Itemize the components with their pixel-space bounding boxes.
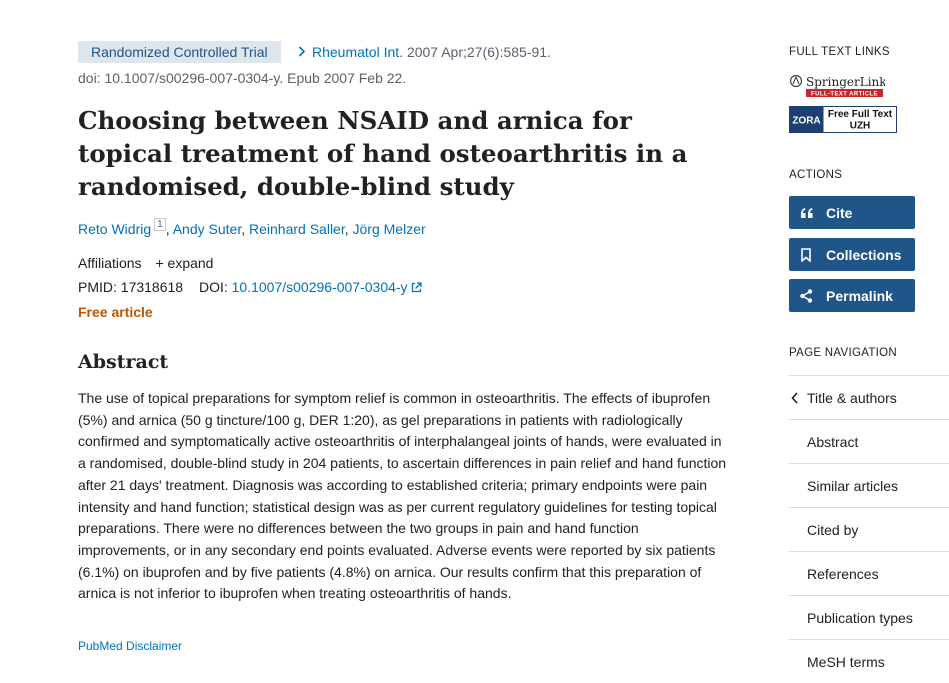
share-icon bbox=[800, 289, 826, 303]
affiliations-row bbox=[78, 255, 213, 271]
permalink-label: Permalink bbox=[826, 287, 893, 304]
affiliation-number[interactable]: 1 bbox=[154, 218, 166, 231]
cite-button[interactable] bbox=[789, 196, 915, 229]
citation-doi-epub: doi: 10.1007/s00296-007-0304-y. Epub 2007 Feb 22. bbox=[78, 70, 407, 86]
nav-item-cited-by[interactable] bbox=[789, 507, 949, 551]
abstract-heading: Abstract bbox=[78, 351, 169, 373]
nav-item-label: References bbox=[807, 565, 879, 582]
identifiers-row bbox=[78, 279, 422, 296]
author-link[interactable]: Andy Suter bbox=[172, 221, 242, 237]
external-link-icon bbox=[411, 280, 422, 296]
nav-item-label: MeSH terms bbox=[807, 653, 885, 670]
cite-label: Cite bbox=[826, 204, 853, 221]
journal-link[interactable]: Rheumatol Int. bbox=[312, 44, 404, 60]
nav-item-title-authors[interactable] bbox=[789, 375, 949, 419]
nav-item-abstract[interactable] bbox=[789, 419, 949, 463]
nav-item-label: Title & authors bbox=[807, 389, 897, 406]
pmid-value: 17318618 bbox=[120, 279, 184, 295]
full-text-links-heading: FULL TEXT LINKS bbox=[789, 46, 890, 58]
permalink-button[interactable] bbox=[789, 279, 915, 312]
zora-line2: UZH bbox=[849, 120, 871, 132]
pmid-label: PMID: bbox=[78, 279, 117, 295]
publication-type-badge: Randomized Controlled Trial bbox=[78, 41, 281, 63]
pubmed-disclaimer-link[interactable]: PubMed Disclaimer bbox=[78, 639, 183, 653]
zora-name: ZORA bbox=[792, 115, 821, 127]
nav-item-references[interactable] bbox=[789, 551, 949, 595]
springer-horse-icon bbox=[791, 76, 802, 87]
bookmark-icon bbox=[800, 248, 826, 262]
expand-label: expand bbox=[167, 255, 214, 271]
zora-line1: Free Full Text bbox=[827, 109, 893, 120]
author-link[interactable]: Reto Widrig bbox=[78, 221, 152, 237]
abstract-text: The use of topical preparations for symptom relief is common in osteoarthritis. The effects of ibuprofen (5%) and arnica (50 g tincture/100 g, DER 1:20), as gel preparations in patients with radiologically confirmed and symptomatically active osteoarthritis of interphalangeal joints of hands, were evaluated in a randomised, double-blind study in 204 patients, to ascertain differences in pain relief and hand function after 21 days' treatment. Diagnosis was according to established criteria; primary endpoints were pain intensity and hand function; statistical design was as per current regulatory guidelines for testing topical preparations. There were no differences between the two groups in pain and hand function improvements, or in any secondary end points evaluated. Adverse events were reported by six patients (6.1%) on ibuprofen and by five patients (4.8%) on arnica. Our results confirm that this preparation of arnica is not inferior to ibuprofen when treating osteoarthritis of hands. bbox=[78, 390, 727, 602]
doi-label: DOI: bbox=[198, 279, 228, 295]
collections-label: Collections bbox=[826, 246, 902, 263]
zora-logo-link[interactable] bbox=[789, 106, 897, 133]
article-title: Choosing between NSAID and arnica for topical treatment of hand osteoarthritis in a randomised, double-blind study bbox=[78, 106, 688, 201]
plus-icon: + bbox=[155, 255, 164, 271]
actions-heading: ACTIONS bbox=[789, 169, 843, 181]
springerlink-name: SpringerLink bbox=[806, 75, 885, 89]
expand-affiliations-button[interactable] bbox=[155, 255, 213, 271]
affiliations-label: Affiliations bbox=[78, 255, 142, 271]
chevron-right-icon bbox=[298, 44, 306, 60]
nav-item-similar-articles[interactable] bbox=[789, 463, 949, 507]
doi-link[interactable] bbox=[232, 279, 422, 295]
nav-item-label: Publication types bbox=[807, 609, 913, 626]
author-link[interactable]: Jörg Melzer bbox=[352, 221, 426, 237]
nav-item-label: Abstract bbox=[807, 433, 859, 450]
quote-icon bbox=[800, 207, 826, 219]
author-list: Reto Widrig $^1$ , Andy Suter, Reinhard Saller, Jörg Melzer bbox=[78, 219, 426, 237]
springerlink-logo-link[interactable] bbox=[789, 72, 885, 98]
collections-button[interactable] bbox=[789, 238, 915, 271]
citation-date: 2007 Apr;27(6):585-91. bbox=[406, 44, 551, 60]
chevron-left-icon bbox=[791, 391, 799, 407]
free-article-label: Free article bbox=[78, 304, 153, 320]
page-navigation-list bbox=[789, 375, 949, 683]
nav-item-label: Cited by bbox=[807, 521, 859, 538]
page-navigation-heading: PAGE NAVIGATION bbox=[789, 347, 898, 359]
springerlink-subtitle: FULL-TEXT ARTICLE bbox=[811, 91, 878, 98]
nav-item-mesh-terms[interactable] bbox=[789, 639, 949, 683]
citation-line bbox=[298, 44, 551, 60]
nav-item-publication-types[interactable] bbox=[789, 595, 949, 639]
author-link[interactable]: Reinhard Saller bbox=[249, 221, 345, 237]
doi-value: 10.1007/s00296-007-0304-y bbox=[231, 279, 408, 295]
nav-item-label: Similar articles bbox=[807, 477, 899, 494]
